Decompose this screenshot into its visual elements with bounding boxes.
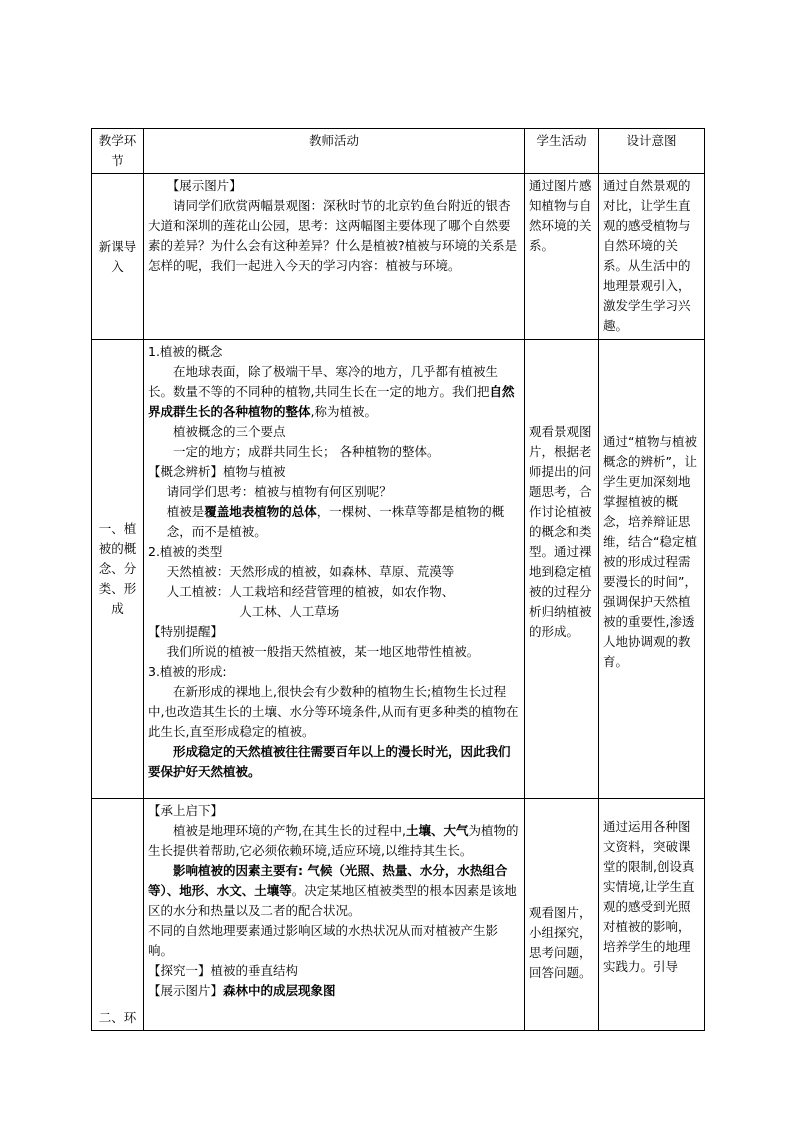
tag-concept-compare: 【概念辨析】植物与植被 — [148, 464, 286, 479]
artificial-text: 人工栽培和经营管理的植被，如农作物、 — [229, 584, 455, 599]
artificial-text-2: 人工林、人工草场 — [239, 604, 340, 619]
row-concept — [92, 340, 705, 799]
natural-text: 天然形成的植被，如森林、草原、荒漠等 — [229, 564, 455, 579]
section-environment: 二、环 — [92, 799, 144, 1031]
row-intro — [92, 174, 705, 340]
tag-transition: 【承上启下】 — [148, 803, 224, 818]
concept-bold: 自然界成群生长的各种植物的整体 — [148, 384, 515, 419]
reminder-text: 我们所说的植被一般指天然植被，某一地区地带性植被。 — [166, 644, 480, 659]
env-end: 为植物的生长提供着帮助,它必须依赖环境,适应环境,以维持其生长。 — [148, 823, 519, 858]
intro-text: 请同学们欣赏两幅景观图：深秋时节的北京钓鱼台附近的银杏大道和深圳的莲花山公园，思考：这两幅图主要体现了哪个自然要素的差异？为什么会有这种差异？什么是植被?植被与环境的关系是怎样的呢，我们一起进入今天的学习内容：植被与环境。 — [148, 198, 518, 273]
factors-end: 。决定某地区植被类型的根本因素是该地区的水分和热量以及二者的配合状况。 — [148, 883, 517, 918]
influence-text: 不同的自然地理要素通过影响区域的水热状况从而对植被产生影响。 — [148, 923, 499, 958]
tag-special-reminder: 【特别提醒】 — [148, 624, 224, 639]
tag-explore-one: 【探究一】植被的垂直结构 — [148, 963, 299, 978]
heading-formation: 3.植被的形成: — [148, 664, 227, 679]
forest-layer-title: 森林中的成层现象图 — [223, 983, 336, 998]
concept-paragraph — [148, 362, 520, 422]
section-concept: 一、植被的概念、分类、形成 — [92, 340, 144, 799]
section-intro: 新课导入 — [92, 174, 144, 340]
header-teacher: 教师活动 — [144, 129, 525, 174]
concept-text: 在地球表面，除了极端干旱、寒冷的地方，几乎都有植被生长。数量不等的不同种的植物,共同生长在一定的地方。我们把 — [148, 364, 499, 399]
student-environment: 观看图片，小组探究，思考问题，回答问题。 — [525, 799, 599, 1031]
answer-bold: 覆盖地表植物的总体 — [204, 504, 317, 519]
factors-paragraph — [148, 861, 520, 921]
design-concept: 通过“植物与植被概念的辨析”，让学生更加深刻地掌握植被的概念，培养辩证思维，结合“稳定植被的形成过程需要漫长的时间”，强调保护天然植被的重要性,渗透人地协调观的教育。 — [599, 340, 705, 799]
header-stage: 教学环节 — [92, 129, 144, 174]
header-design: 设计意图 — [599, 129, 705, 174]
tag-show-label: 【展示图片】 — [148, 983, 224, 998]
student-concept: 观看景观图片，根据老师提出的问题思考，合作讨论植被的概念和类型。通过裸地到稳定植被的过程分析归纳植被的形成。 — [525, 340, 599, 799]
header-row — [92, 129, 705, 174]
env-bold: 土壤、大气 — [405, 823, 469, 838]
student-intro: 通过图片感知植物与自然环境的关系。 — [525, 174, 599, 340]
formation-bold — [148, 742, 520, 782]
design-environment: 通过运用各种图文资料，突破课堂的限制,创设真实情境,让学生直观的感受到光照对植被的影响，培养学生的地理实践力。引导 — [599, 799, 705, 1031]
factors-bold: 影响植被的因素主要有: 气候（光照、热量、水分，水热组合等）、地形、水文、土壤等 — [148, 863, 508, 898]
heading-types: 2.植被的类型 — [148, 544, 223, 559]
tag-show-picture: 【展示图片】 — [166, 178, 242, 193]
row-environment — [92, 799, 705, 1031]
teacher-intro — [144, 174, 525, 340]
lesson-plan-table — [91, 128, 705, 1031]
teacher-concept — [144, 340, 525, 799]
points-list: 一定的地方；成群共同生长； 各种植物的整体。 — [173, 444, 440, 459]
teacher-environment — [144, 799, 525, 1031]
tag-show-picture-2 — [148, 981, 520, 1001]
answer-compare — [148, 502, 520, 542]
artificial-vegetation — [148, 582, 520, 602]
natural-label: 天然植被： — [166, 564, 230, 579]
natural-vegetation — [148, 562, 520, 582]
env-pre: 植被是地理环境的产物,在其生长的过程中, — [173, 823, 406, 838]
answer-pre: 植被是 — [166, 504, 205, 519]
formation-bold-text: 形成稳定的天然植被往往需要百年以上的漫长时光，因此我们要保护好天然植被。 — [148, 744, 511, 779]
header-student: 学生活动 — [525, 129, 599, 174]
points-title: 植被概念的三个要点 — [173, 424, 286, 439]
artificial-label: 人工植被： — [166, 584, 230, 599]
answer-end: ，一棵树、一株草等都是植物的概念，而不是植被。 — [166, 504, 505, 539]
design-intro: 通过自然景观的对比，让学生直观的感受植物与自然环境的关系。从生活中的地理景观引入，激发学生学习兴趣。 — [599, 174, 705, 340]
question-compare: 请同学们思考：植被与植物有何区别呢？ — [166, 484, 392, 499]
heading-concept: 1.植被的概念 — [148, 344, 223, 359]
concept-end: ,称为植被。 — [310, 404, 377, 419]
formation-text: 在新形成的裸地上,很快会有少数种的植物生长;植物生长过程中,也改造其生长的土壤、水分等环境条件,从而有更多种类的植物在此生长,直至形成稳定的植被。 — [148, 684, 519, 739]
environment-paragraph — [148, 821, 520, 861]
